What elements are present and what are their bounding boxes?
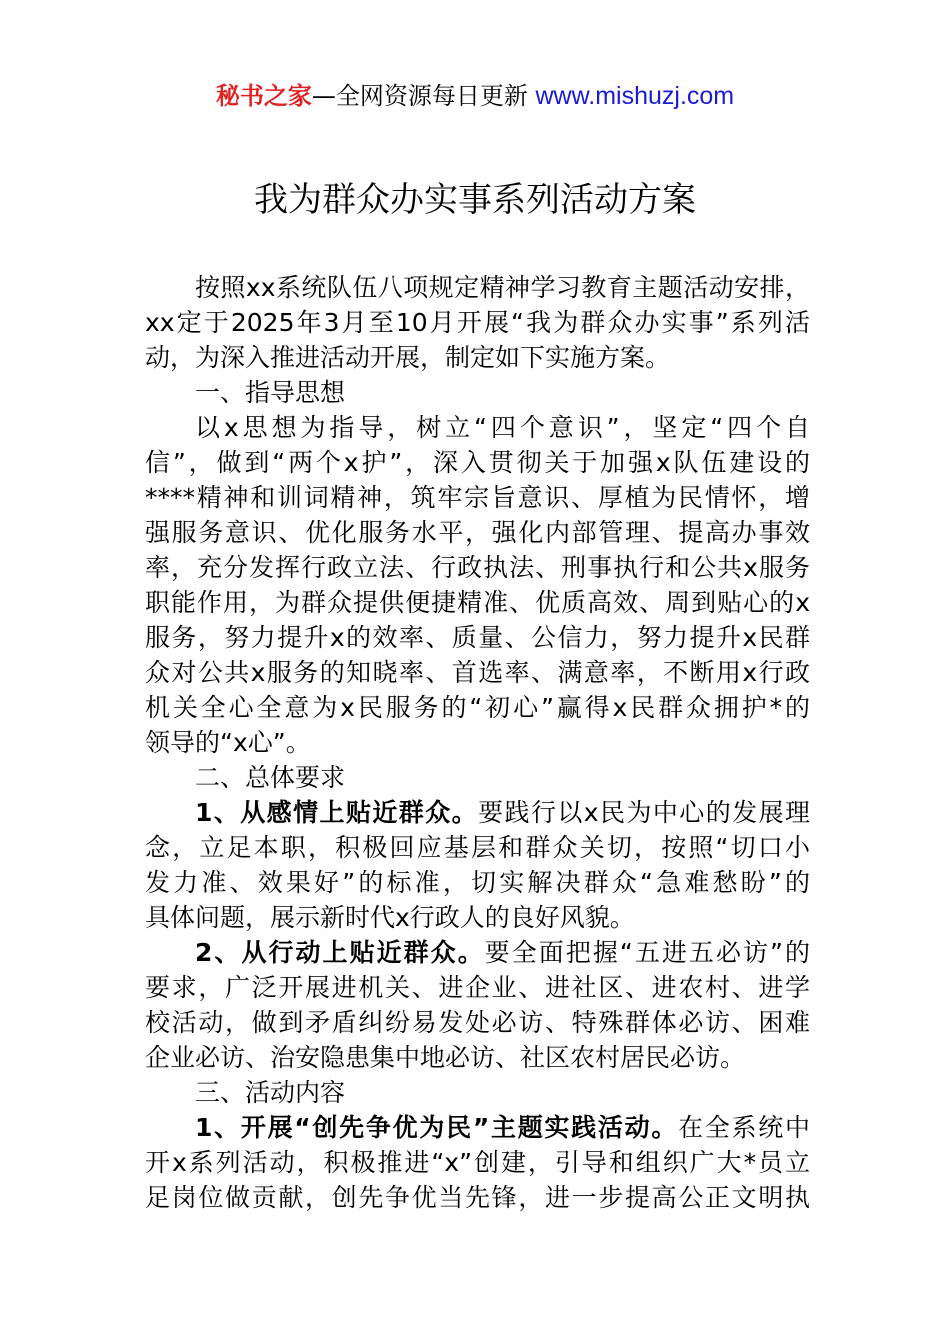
- paragraph-line: [145, 1040, 810, 1075]
- paragraph-line: [145, 830, 810, 865]
- bold-lead-text: 2、从行动上贴近群众。: [195, 938, 485, 967]
- paragraph-line: [145, 725, 810, 760]
- paragraph-line: [145, 270, 810, 305]
- line-text: 要求，广泛开展进机关、进企业、进社区、进农村、进学: [145, 973, 810, 1002]
- header-tagline: —全网资源每日更新: [311, 82, 528, 110]
- paragraph-line: [145, 305, 810, 340]
- paragraph-line: [145, 375, 810, 410]
- brand-name: 秘书之家: [215, 82, 312, 110]
- site-url-link[interactable]: www.mishuzj.com: [535, 82, 735, 110]
- site-header: [0, 80, 950, 112]
- line-text: 强服务意识、优化服务水平，强化内部管理、提高办事效: [145, 518, 810, 547]
- paragraph-line: [145, 795, 810, 830]
- line-text: 以x思想为指导，树立“四个意识”，坚定“四个自: [195, 413, 810, 442]
- line-text: 二、总体要求: [195, 763, 346, 792]
- paragraph-line: [145, 1180, 810, 1215]
- line-text: 按照xx系统队伍八项规定精神学习教育主题活动安排，: [195, 273, 810, 302]
- line-text: 服务，努力提升x的效率、质量、公信力，努力提升x民群: [145, 623, 810, 652]
- paragraph-line: [145, 340, 810, 375]
- paragraph-line: [145, 1145, 810, 1180]
- line-text: 一、指导思想: [195, 378, 346, 407]
- paragraph-line: [145, 935, 810, 970]
- paragraph-line: [145, 480, 810, 515]
- line-text: 校活动，做到矛盾纠纷易发处必访、特殊群体必访、困难: [145, 1008, 810, 1037]
- line-text: 三、活动内容: [195, 1078, 346, 1107]
- paragraph-line: [145, 445, 810, 480]
- line-text: 动，为深入推进活动开展，制定如下实施方案。: [145, 343, 671, 372]
- line-text: 要全面把握“五进五必访”的: [484, 938, 810, 967]
- paragraph-line: [145, 620, 810, 655]
- paragraph-line: [145, 1075, 810, 1110]
- paragraph-line: [145, 1110, 810, 1145]
- line-text: 念，立足本职，积极回应基层和群众关切，按照“切口小: [145, 833, 810, 862]
- paragraph-line: [145, 760, 810, 795]
- paragraph-line: [145, 690, 810, 725]
- line-text: 众对公共x服务的知晓率、首选率、满意率，不断用x行政: [145, 658, 810, 687]
- line-text: 机关全心全意为x民服务的“初心”赢得x民群众拥护*的: [145, 693, 810, 722]
- line-text: 信”，做到“两个x护”，深入贯彻关于加强x队伍建设的: [145, 448, 810, 477]
- document-body: [145, 270, 810, 1215]
- bold-lead-text: 1、从感情上贴近群众。: [195, 798, 479, 827]
- paragraph-line: [145, 515, 810, 550]
- paragraph-line: [145, 585, 810, 620]
- line-text: xx定于2025年3月至10月开展“我为群众办实事”系列活: [145, 308, 810, 337]
- bold-lead-text: 1、开展“创先争优为民”主题实践活动。: [195, 1113, 679, 1142]
- line-text: ****精神和训词精神，筑牢宗旨意识、厚植为民情怀，增: [145, 483, 810, 512]
- line-text: 发力准、效果好”的标准，切实解决群众“急难愁盼”的: [145, 868, 810, 897]
- line-text: 开x系列活动，积极推进“x”创建，引导和组织广大*员立: [145, 1148, 810, 1177]
- line-text: 要践行以x民为中心的发展理: [478, 798, 810, 827]
- line-text: 领导的“x心”。: [145, 728, 311, 757]
- line-text: 足岗位做贡献，创先争优当先锋，进一步提高公正文明执: [145, 1183, 810, 1212]
- paragraph-line: [145, 1005, 810, 1040]
- paragraph-line: [145, 550, 810, 585]
- line-text: 率，充分发挥行政立法、行政执法、刑事执行和公共x服务: [145, 553, 810, 582]
- paragraph-line: [145, 410, 810, 445]
- paragraph-line: [145, 865, 810, 900]
- line-text: 在全系统中: [678, 1113, 810, 1142]
- paragraph-line: [145, 970, 810, 1005]
- line-text: 职能作用，为群众提供便捷精准、优质高效、周到贴心的x: [145, 588, 810, 617]
- paragraph-line: [145, 655, 810, 690]
- line-text: 企业必访、治安隐患集中地必访、社区农村居民必访。: [145, 1043, 746, 1072]
- line-text: 具体问题，展示新时代x行政人的良好风貌。: [145, 903, 635, 932]
- paragraph-line: [145, 900, 810, 935]
- document-title: 我为群众办实事系列活动方案: [254, 180, 696, 220]
